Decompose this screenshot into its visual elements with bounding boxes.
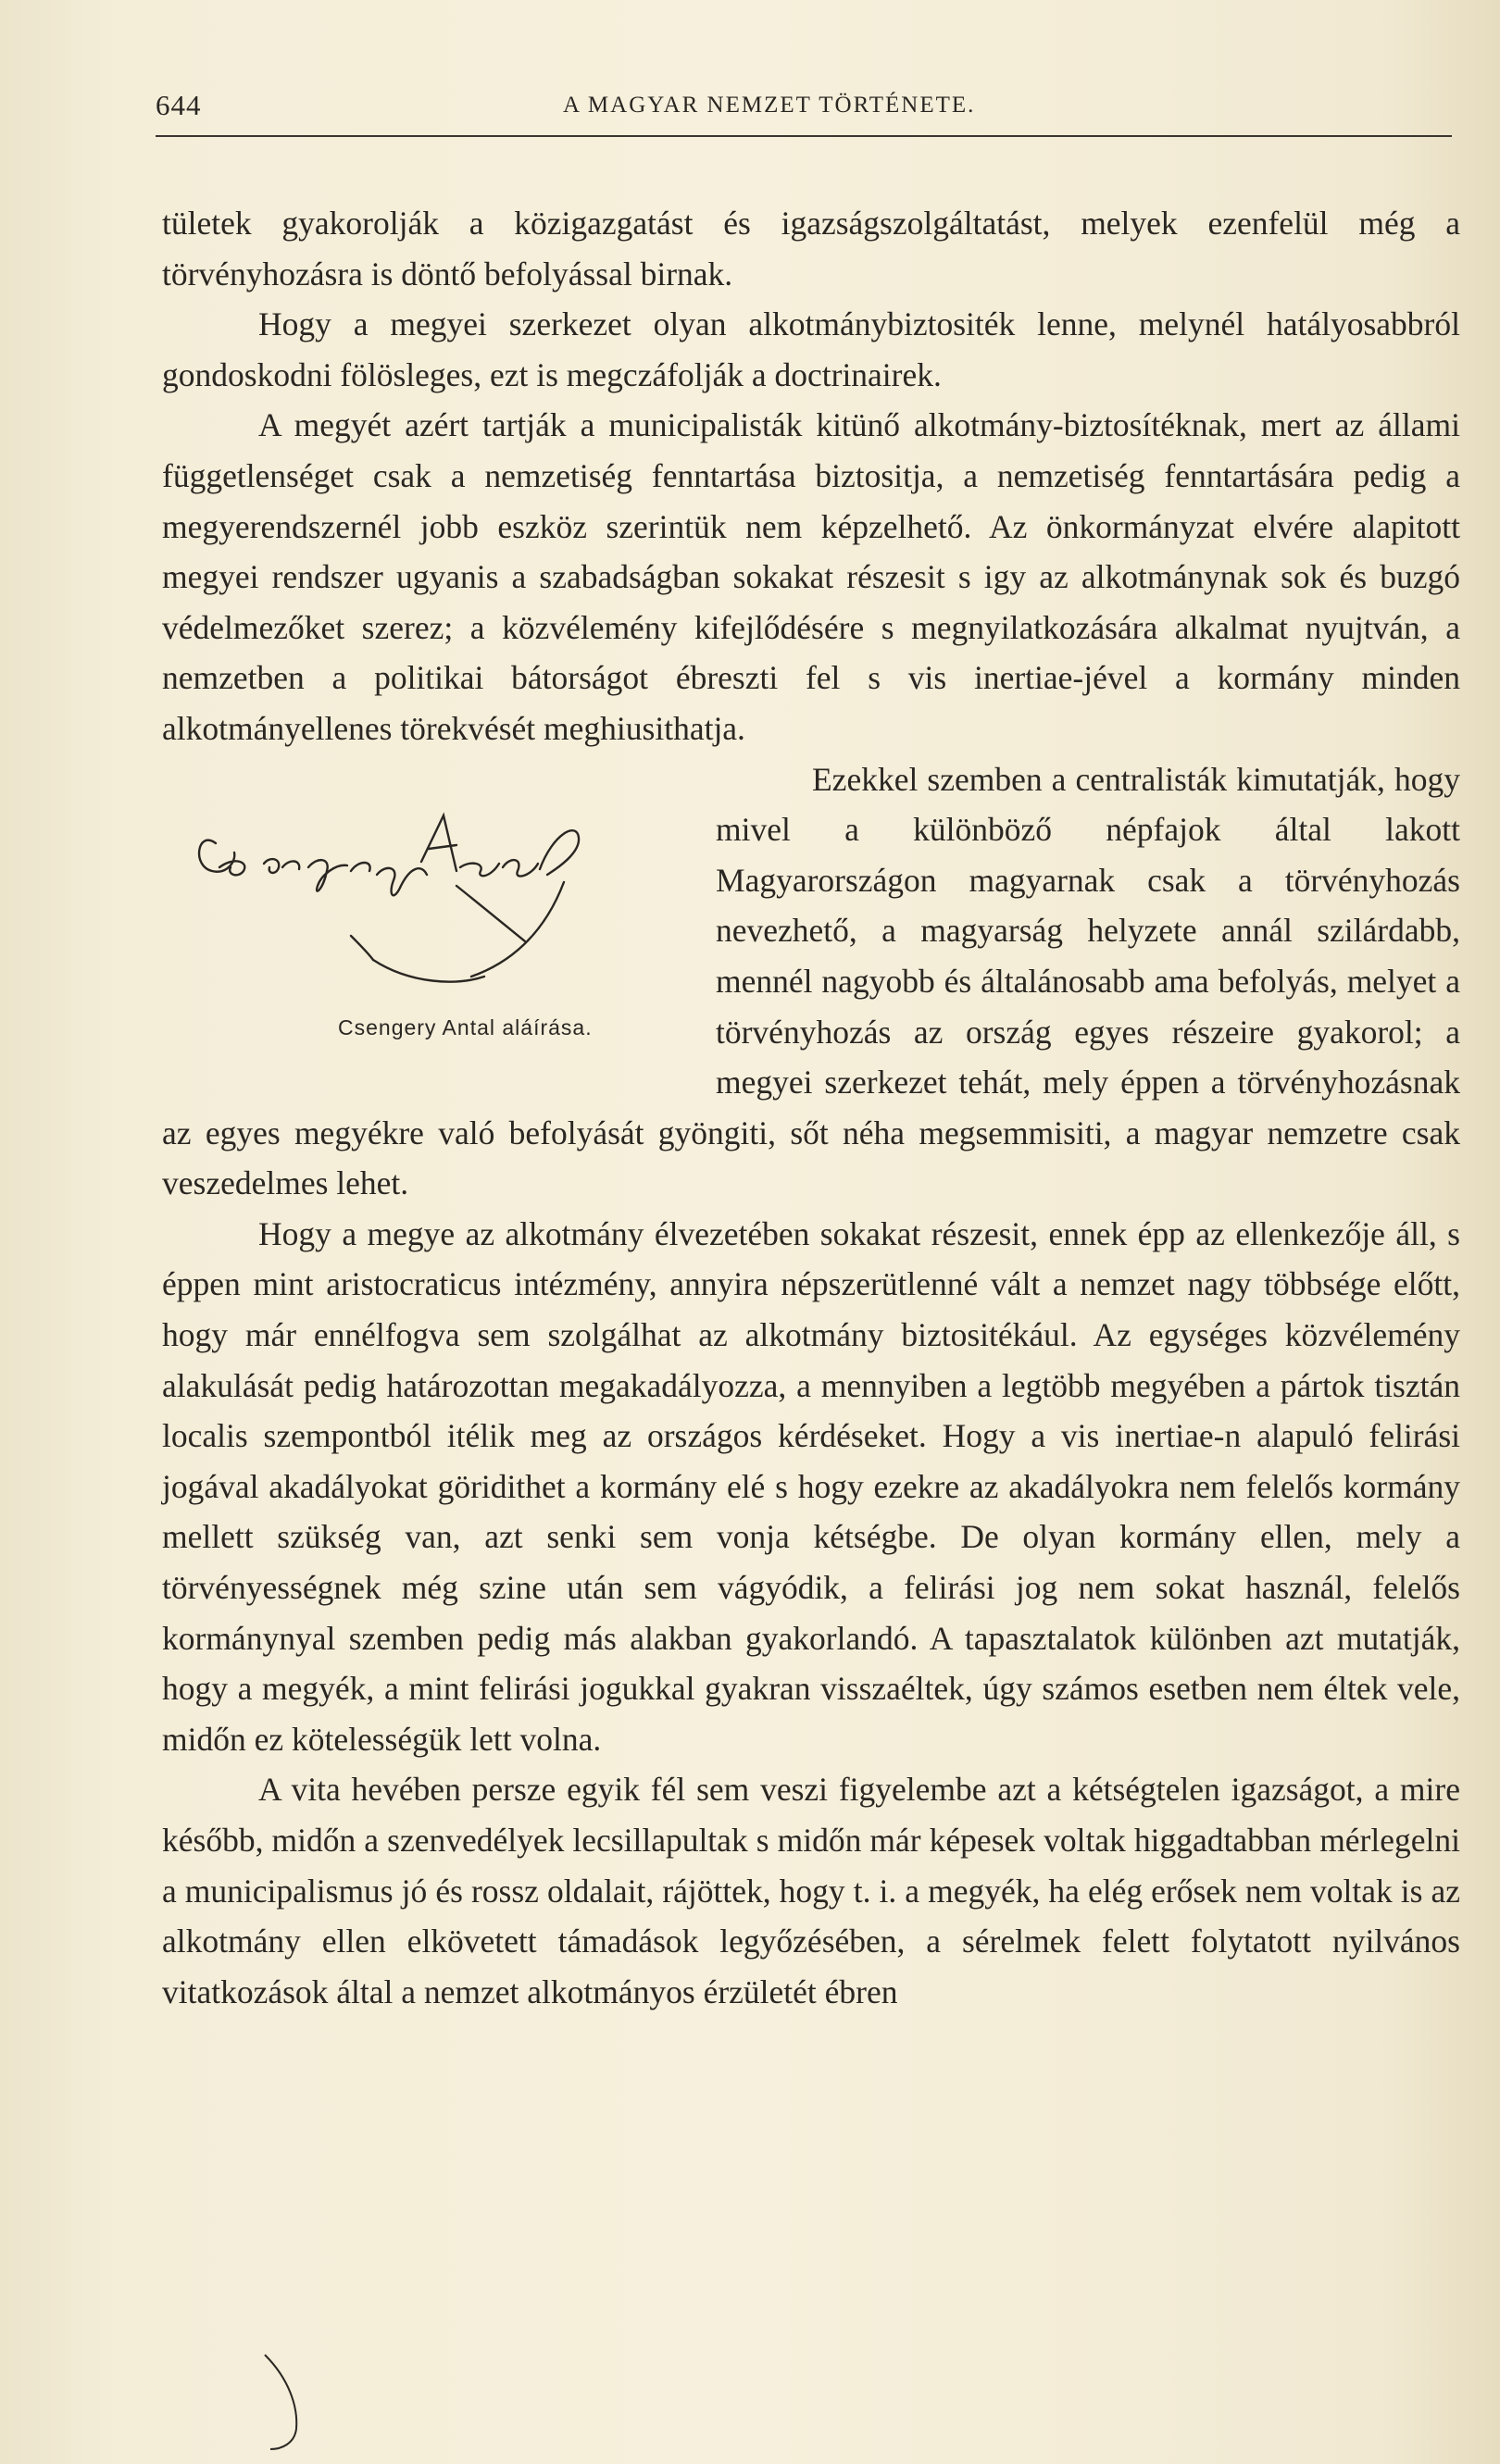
paragraph-4	[162, 754, 1460, 1209]
page-number: 644	[156, 89, 202, 121]
paragraph-2: Hogy a megyei szerkezet olyan alkotmánybiztositék lenne, melynél hatályosabbról gondoskodni fölösleges, ezt is megczáfolják a doctrinairek.	[162, 305, 1460, 393]
paragraph-3: A megyét azért tartják a municipalisták kitünő alkotmány-biztosítéknak, mert az állami függetlenséget csak a nemzetiség fenntartása biztositja, a nemzetiség fenntartására pedig a megyerendszernél jobb eszköz szerintük nem képzelhető. Az önkormányzat elvére alapitott megyei rendszer ugyanis a szabadságban sokakat részesit s igy az alkotmánynak sok és buzgó védelmezőket szerez; a közvélemény kifejlődésére s megnyilatkozására alkalmat nyujtván, a nemzetben a politikai bátorságot ébreszti fel s vis inertiae-jével a kormány minden alkotmányellenes törekvését meghiusithatja.	[162, 406, 1460, 747]
header-rule	[156, 135, 1452, 137]
paragraph-4-text: Ezekkel szemben a centralisták kimutatják, hogy mivel a különböző népfajok által lakott Magyarországon magyarnak csak a törvényhozás nevezhető, a magyarság helyzete annál szilárdabb, mennél nagyobb és általánosabb ama befolyás, melyet a törvényhozás az ország egyes részeire gyakorol; a megyei szerkezet tehát, mely éppen a törvényhozásnak az egyes megyékre való befolyását gyöngiti, sőt néha megsemmisiti, a magyar nemzetre csak veszedelmes lehet.	[162, 760, 1460, 1202]
corner-bracket-mark	[261, 2351, 317, 2453]
paragraph-5: Hogy a megye az alkotmány élvezetében sokakat részesit, ennek épp az ellenkezője áll, s éppen mint aristocraticus intézmény, annyira népszerütlenné vált a nemzet nagy többsége előtt, hogy már ennélfogva sem szolgálhat az alkotmány biztositékául. Az egységes közvélemény alakulását pedig határozottan megakadályozza, a mennyiben a legtöbb megyében a pártok tisztán localis szempontból itélik meg az országos kérdéseket. Hogy a vis inertiae-n alapuló felirási jogával akadályokat göridithet a kormány elé s hogy ezekre az akadályokra nem felelős kormány mellett szükség van, azt senki sem vonja kétségbe. De olyan kormány ellen, mely a törvényességnek még szine után sem vágyódik, a felirási jog nem sokat használ, felelős kormánynyal szemben pedig más alakban gyakorlandó. A tapasztalatok különben azt mutatják, hogy a megyék, a mint felirási jogukkal gyakran visszaéltek, úgy számos esetben nem éltek vele, midőn ez kötelességük lett volna.	[162, 1214, 1460, 1758]
running-head: A MAGYAR NEMZET TÖRTÉNETE.	[563, 93, 976, 118]
paragraph-6: A vita hevében persze egyik fél sem veszi figyelembe azt a kétségtelen igazságot, a mire később, midőn a szenvedélyek lecsillapultak s midőn már képesek voltak higgadtabban mérlegelni a municipalismus jó és rossz oldalait, rájöttek, hogy t. i. a megyék, ha elég erősek nem voltak is az alkotmány ellen elkövetett támadások legyőzésében, a sérelmek felett folytatott nyilvános vitatkozások által a nemzet alkotmányos érzületét ébren	[162, 1771, 1460, 2010]
paragraph-1: tületek gyakorolják a közigazgatást és igazságszolgáltatást, melyek ezenfelül még a törvényhozásra is döntő befolyással birnak.	[162, 205, 1460, 292]
page-header	[156, 85, 1452, 131]
signature-figure	[162, 754, 697, 1082]
body-text	[162, 198, 1460, 2017]
signature-image	[179, 778, 660, 1001]
figure-caption: Csengery Antal aláírása.	[338, 1014, 593, 1039]
